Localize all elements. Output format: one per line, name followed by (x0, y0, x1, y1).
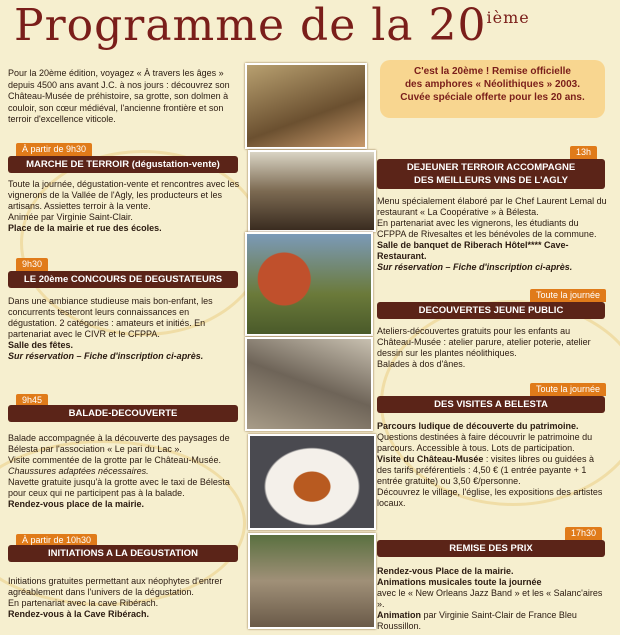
time-tag: 9h45 (16, 394, 48, 407)
notice-box: C'est la 20ème ! Remise officielle des amphores « Néolithiques » 2003. Cuvée spéciale offerte pour les 20 ans. (380, 60, 605, 118)
time-tag: 13h (570, 146, 597, 159)
intro-text: Pour la 20ème édition, voyagez « À travers les âges » depuis 4500 ans avant J.C. à nos jours : découvrez son Château-Musée de préhistoire, sa grotte, son dolmen à couloir, son cœur médiéval, l'ancienne frontière et son terroir d'excellence viticole. (8, 68, 230, 124)
time-tag: Toute la journée (530, 383, 606, 396)
section-text: Balade accompagnée à la découverte des paysages de Bélesta par l'association « Le pari du Lac ». Visite commentée de la grotte par le Château-Musée. Chaussures adaptées nécessaires. Navette gratuite jusqu'à la grotte avec le taxi de Bélesta pour ceux qui ne participent pas à la balade. Rendez-vous place de la mairie. (8, 433, 230, 509)
section-text: Parcours ludique de découverte du patrimoine. Questions destinées à faire découvrir le patrimoine du parcours. Accessible à tous. Lots de participation. Visite du Château-Musée : visites libres ou guidées à des tarifs préférentiels : 4,50 € (1 entrée payante + 1 entrée gratuite) ou 3,50 €/personne. Découvrez le village, l'église, les expositions des artistes locaux. (377, 421, 603, 508)
section-text: Menu spécialement élaboré par le Chef Laurent Lemal du restaurant « La Coopérative » à Bélesta. En partenariat avec les vignerons, les étudiants du CFPPA de Rivesaltes et les bénévoles de la commune. Salle de banquet de Riberach Hôtel**** Cave-Restaurant. Sur réservation – Fiche d'inscription ci-après. (377, 196, 607, 272)
time-tag: Toute la journée (530, 289, 606, 302)
section-text: Rendez-vous Place de la mairie. Animations musicales toute la journée avec le « New Orleans Jazz Band » et les « Salanc'aires ». Animation par Virginie Saint-Clair de France Bleu Roussillon. (377, 566, 603, 631)
section-heading: LE 20ème CONCOURS DE DEGUSTATEURS (8, 271, 238, 288)
photo-wine-glass (245, 232, 373, 336)
section-heading: DECOUVERTES JEUNE PUBLIC (377, 302, 605, 319)
time-tag: À partir de 9h30 (16, 143, 92, 156)
section-heading: REMISE DES PRIX (377, 540, 605, 557)
section-heading: DEJEUNER TERROIR ACCOMPAGNE DES MEILLEURS VINS DE L'AGLY (377, 159, 605, 189)
photo-banquet (248, 150, 376, 232)
time-tag: 17h30 (565, 527, 602, 540)
photo-dish (248, 434, 376, 530)
photo-visitors (245, 63, 367, 149)
time-tag: À partir de 10h30 (16, 534, 97, 547)
section-heading: MARCHE DE TERROIR (dégustation-vente) (8, 156, 238, 173)
section-text: Ateliers-découvertes gratuits pour les enfants au Château-Musée : atelier parure, atelier poterie, atelier dessin sur les plantes néolithiques. Balades à dos d'ânes. (377, 326, 591, 369)
photo-concert (248, 533, 376, 629)
photo-cave (245, 337, 373, 431)
section-heading: INITIATIONS A LA DEGUSTATION (8, 545, 238, 562)
section-text: Toute la journée, dégustation-vente et rencontres avec les vignerons de la Vallée de l'Agly, les producteurs et les artisans. Assiettes terroir à la vente. Animée par Virginie Saint-Clair. Place de la mairie et rue des écoles. (8, 179, 240, 233)
section-heading: BALADE-DECOUVERTE (8, 405, 238, 422)
section-text: Initiations gratuites permettant aux néophytes d'entrer agréablement dans l'univers de la dégustation. En partenariat avec la cave Ribérach. Rendez-vous à la Cave Ribérach. (8, 576, 223, 619)
time-tag: 9h30 (16, 258, 48, 271)
section-text: Dans une ambiance studieuse mais bon-enfant, les concurrents testeront leurs connaissances en dégustation. 2 catégories : amateurs et initiés. En partenariat avec le CIVR et le CFPPA. Salle des fêtes. Sur réservation – Fiche d'inscription ci-après. (8, 296, 213, 361)
page-title: Programme de la 20ième (14, 0, 530, 51)
section-heading: DES VISITES A BELESTA (377, 396, 605, 413)
